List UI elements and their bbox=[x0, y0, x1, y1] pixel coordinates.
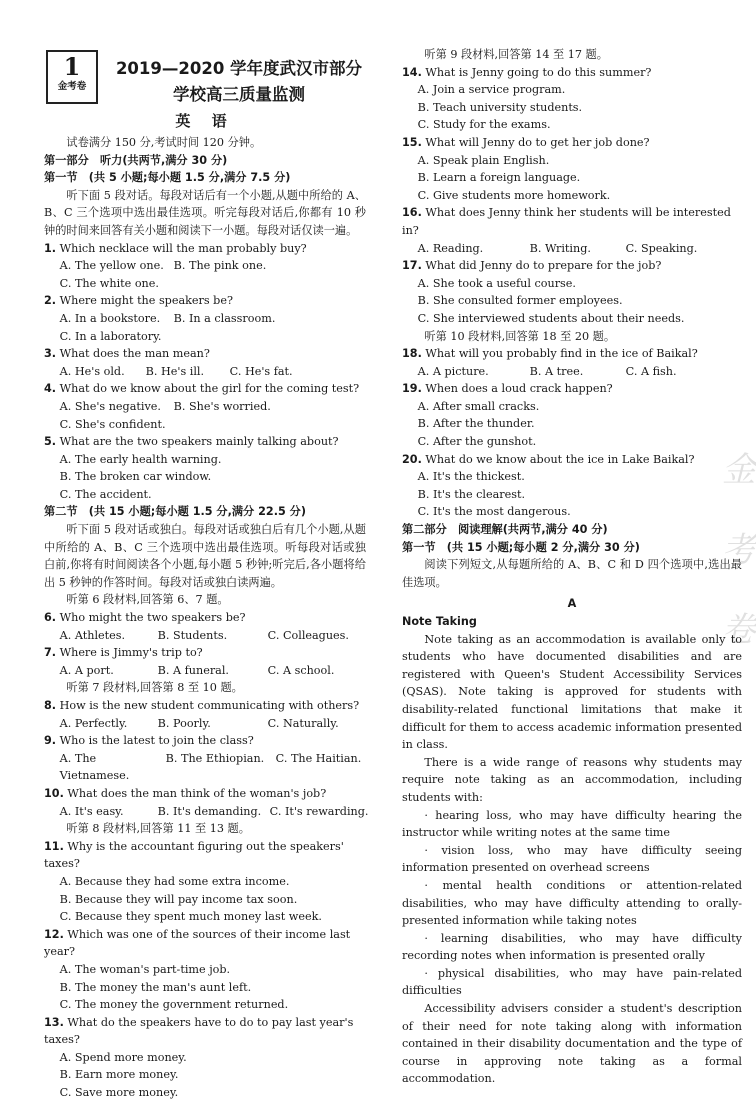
part1-section1-heading: 第一节 (共 5 小题;每小题 1.5 分,满分 7.5 分) bbox=[44, 171, 291, 185]
part2-section1-heading: 第一节 (共 15 小题;每小题 2 分,满分 30 分) bbox=[402, 540, 640, 554]
question-13: 13. What do the speakers have to do to pay last year's taxes? bbox=[44, 1015, 354, 1047]
question-11-option-c: C. Because they spent much money last week. bbox=[59, 910, 322, 924]
question-5: 5. What are the two speakers mainly talking about? bbox=[44, 435, 339, 449]
question-19-option-b: B. After the thunder. bbox=[417, 417, 535, 431]
part1-section2-instructions: 听下面 5 段对话或独白。每段对话或独白后有几个小题,从题中所给的 A、B、C 三个选项中选出最佳选项。听每段对话或独白前,你将有时间阅读各个小题,每小题 5 秒钟;听完后,各小题将给出 5 秒钟的作答时间。每段对话或独白读两遍。 bbox=[44, 523, 366, 589]
passage-paragraph-2: There is a wide range of reasons why students may require note taking as an accommodation, including students with: bbox=[402, 755, 742, 804]
part1-section2-heading: 第二节 (共 15 小题;每小题 1.5 分,满分 22.5 分) bbox=[44, 505, 306, 519]
logo-number: 1 bbox=[63, 52, 81, 81]
passage-letter: A bbox=[567, 597, 577, 611]
question-8-options: A. Perfectly. B. Poorly. C. Naturally. bbox=[59, 716, 339, 730]
question-17: 17. What did Jenny do to prepare for the job? bbox=[402, 259, 662, 273]
left-column bbox=[44, 0, 369, 1102]
exam-title-line1: 2019—2020 学年度武汉市部分 bbox=[115, 59, 363, 78]
question-20-option-c: C. It's the most dangerous. bbox=[417, 505, 571, 519]
passage-bullet-3: · mental health conditions or attention-related disabilities, who may have difficulty attending to orally-presented information while taking notes bbox=[402, 878, 742, 928]
question-16-options: A. Reading. B. Writing. C. Speaking. bbox=[417, 241, 698, 255]
question-18: 18. What will you probably find in the ice of Baikal? bbox=[402, 347, 698, 361]
material-9-note: 听第 9 段材料,回答第 14 至 17 题。 bbox=[424, 48, 608, 61]
question-1-option-c: C. The white one. bbox=[59, 276, 159, 290]
question-1: 1. Which necklace will the man probably buy? bbox=[44, 241, 307, 255]
question-9-options: A. The Vietnamese. B. The Ethiopian. C. The Haitian. bbox=[59, 751, 362, 783]
logo-text: 金考卷 bbox=[57, 81, 87, 92]
question-6-options: A. Athletes. B. Students. C. Colleagues. bbox=[59, 628, 349, 642]
question-14: 14. What is Jenny going to do this summer? bbox=[402, 65, 652, 79]
question-19-option-a: A. After small cracks. bbox=[417, 399, 540, 413]
question-1-options: A. The yellow one. B. The pink one. bbox=[59, 259, 267, 273]
passage-paragraph-1: Note taking as an accommodation is available only to students who have documented disabilities and are registered with Queen's Student Accessibility Services (QSAS). Note taking is approved for students with disability-related functional limitations that make it difficult for them to access academic information presented in class. bbox=[402, 632, 742, 752]
passage-title: Note Taking bbox=[402, 615, 477, 628]
material-7-note: 听第 7 段材料,回答第 8 至 10 题。 bbox=[66, 681, 243, 695]
question-20-option-b: B. It's the clearest. bbox=[417, 487, 526, 501]
part1-heading: 第一部分 听力(共两节,满分 30 分) bbox=[44, 153, 228, 167]
question-11: 11. Why is the accountant figuring out the speakers' taxes? bbox=[44, 839, 344, 871]
question-7-options: A. A port. B. A funeral. C. A school. bbox=[59, 663, 335, 677]
question-4: 4. What do we know about the girl for the coming test? bbox=[44, 382, 360, 396]
question-2-option-c: C. In a laboratory. bbox=[59, 329, 162, 343]
question-9: 9. Who is the latest to join the class? bbox=[44, 734, 254, 748]
question-5-option-a: A. The early health warning. bbox=[59, 452, 222, 466]
question-12-option-b: B. The money the man's aunt left. bbox=[59, 980, 252, 994]
question-19: 19. When does a loud crack happen? bbox=[402, 382, 613, 396]
subject-title: 英 语 bbox=[175, 112, 235, 130]
question-7: 7. Where is Jimmy's trip to? bbox=[44, 646, 203, 660]
question-14-option-c: C. Study for the exams. bbox=[417, 118, 551, 132]
exam-info: 试卷满分 150 分,考试时间 120 分钟。 bbox=[66, 136, 262, 149]
question-15-option-b: B. Learn a foreign language. bbox=[417, 171, 581, 185]
question-13-option-b: B. Earn more money. bbox=[59, 1068, 179, 1082]
question-13-option-c: C. Save more money. bbox=[59, 1086, 179, 1100]
question-17-option-b: B. She consulted former employees. bbox=[417, 294, 623, 308]
watermark: 金考卷 bbox=[722, 450, 756, 650]
question-20: 20. What do we know about the ice in Lake Baikal? bbox=[402, 452, 695, 466]
question-17-option-a: A. She took a useful course. bbox=[417, 276, 576, 290]
material-6-note: 听第 6 段材料,回答第 6、7 题。 bbox=[66, 593, 229, 607]
passage-paragraph-3: Accessibility advisers consider a student's description of their need for note taking along with information contained in their disability documentation and the type of course in approving note taking as a formal accommodation. bbox=[402, 1002, 742, 1086]
question-2: 2. Where might the speakers be? bbox=[44, 294, 233, 308]
question-10-options: A. It's easy. B. It's demanding. C. It's rewarding. bbox=[59, 804, 369, 818]
question-20-option-a: A. It's the thickest. bbox=[417, 470, 525, 484]
question-5-option-c: C. The accident. bbox=[59, 487, 152, 501]
question-12-option-a: A. The woman's part-time job. bbox=[59, 962, 231, 976]
question-11-option-b: B. Because they will pay income tax soon. bbox=[59, 892, 298, 906]
question-12-option-c: C. The money the government returned. bbox=[59, 998, 289, 1012]
question-3-options: A. He's old. B. He's ill. C. He's fat. bbox=[59, 364, 293, 378]
question-8: 8. How is the new student communicating with others? bbox=[44, 699, 360, 712]
question-13-option-a: A. Spend more money. bbox=[59, 1050, 187, 1064]
passage-bullet-5: · physical disabilities, who may have pain-related difficulties bbox=[402, 966, 742, 998]
question-6: 6. Who might the two speakers be? bbox=[44, 611, 246, 625]
passage-bullet-1: · hearing loss, who may have difficulty hearing the instructor while writing notes at the same time bbox=[402, 808, 742, 840]
part2-instructions: 阅读下列短文,从每题所给的 A、B、C 和 D 四个选项中,选出最佳选项。 bbox=[402, 558, 742, 589]
question-2-options: A. In a bookstore. B. In a classroom. bbox=[59, 311, 276, 325]
part2-heading: 第二部分 阅读理解(共两节,满分 40 分) bbox=[402, 523, 608, 537]
question-17-option-c: C. She interviewed students about their needs. bbox=[417, 311, 685, 325]
material-8-note: 听第 8 段材料,回答第 11 至 13 题。 bbox=[66, 822, 250, 836]
passage-bullet-2: · vision loss, who may have difficulty seeing information presented on overhead screens bbox=[402, 843, 742, 875]
question-11-option-a: A. Because they had some extra income. bbox=[59, 874, 290, 888]
question-4-options: A. She's negative. B. She's worried. bbox=[59, 399, 271, 413]
question-5-option-b: B. The broken car window. bbox=[59, 470, 212, 484]
passage-bullet-4: · learning disabilities, who may have difficulty recording notes when information is presented orally bbox=[402, 931, 742, 963]
question-15: 15. What will Jenny do to get her job done? bbox=[402, 135, 650, 149]
exam-header bbox=[44, 0, 366, 130]
question-10: 10. What does the man think of the woman's job? bbox=[44, 786, 327, 800]
question-19-option-c: C. After the gunshot. bbox=[417, 435, 537, 449]
question-14-option-b: B. Teach university students. bbox=[417, 100, 583, 114]
right-column bbox=[402, 0, 742, 1088]
exam-title-line2: 学校高三质量监测 bbox=[173, 85, 305, 104]
question-4-option-c: C. She's confident. bbox=[59, 417, 166, 431]
question-15-option-a: A. Speak plain English. bbox=[417, 153, 550, 167]
part1-section1-instructions: 听下面 5 段对话。每段对话后有一个小题,从题中所给的 A、B、C 三个选项中选出最佳选项。听完每段对话后,你都有 10 秒钟的时间来回答有关小题和阅读下一小题。每段对话仅读一遍。 bbox=[44, 188, 366, 237]
question-18-options: A. A picture. B. A tree. C. A fish. bbox=[417, 364, 677, 378]
question-16: 16. What does Jenny think her students will be interested in? bbox=[402, 206, 731, 237]
question-14-option-a: A. Join a service program. bbox=[417, 83, 566, 97]
question-3: 3. What does the man mean? bbox=[44, 347, 210, 361]
question-15-option-c: C. Give students more homework. bbox=[417, 188, 611, 202]
question-12: 12. Which was one of the sources of their income last year? bbox=[44, 927, 351, 959]
material-10-note: 听第 10 段材料,回答第 18 至 20 题。 bbox=[424, 329, 616, 343]
brand-logo bbox=[46, 50, 98, 104]
